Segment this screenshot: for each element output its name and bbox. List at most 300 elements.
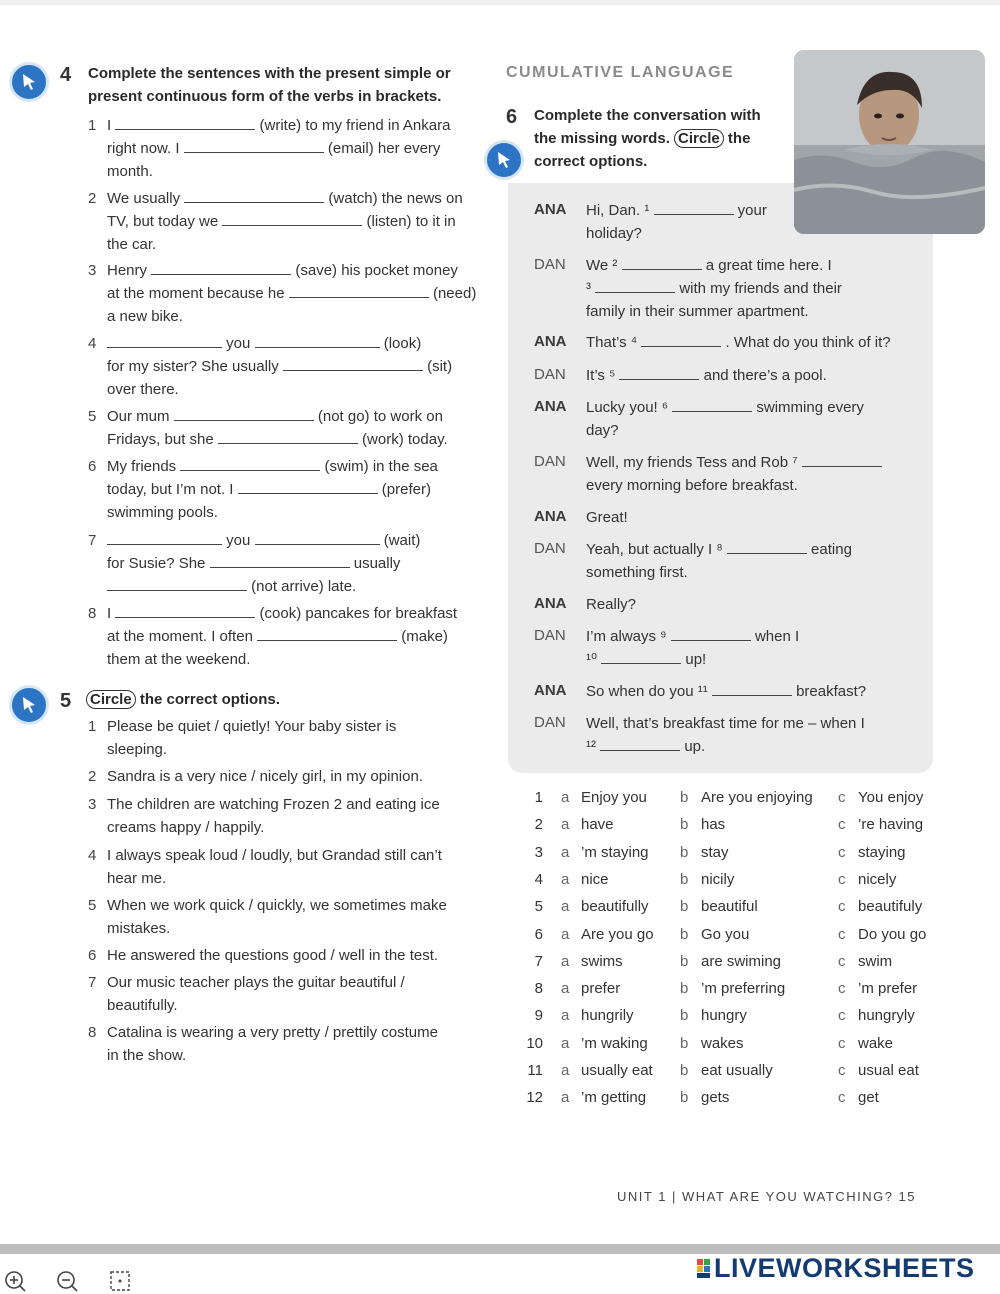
option-c[interactable]: get xyxy=(858,1089,879,1107)
item-line xyxy=(88,114,493,137)
answer-blank[interactable] xyxy=(727,540,807,554)
text-fragment: for my sister? She usually xyxy=(107,358,283,375)
option-letter: a xyxy=(561,898,570,916)
text-fragment: breakfast? xyxy=(791,683,867,700)
ex4-item xyxy=(88,187,493,256)
answer-blank[interactable] xyxy=(802,453,882,467)
item-text: sleeping. xyxy=(107,741,168,758)
zoom-in-icon[interactable] xyxy=(4,1270,26,1292)
speaker-label: ANA xyxy=(534,398,567,415)
option-letter: b xyxy=(680,1062,689,1079)
option-b[interactable]: Are you enjoying xyxy=(701,789,813,806)
text-fragment: every morning before breakfast. xyxy=(586,477,798,494)
option-a[interactable]: swims xyxy=(581,952,623,970)
item-line xyxy=(88,894,498,917)
ex4-item xyxy=(88,455,493,524)
conversation-row xyxy=(586,199,926,222)
conversation-line xyxy=(586,538,926,584)
item-line xyxy=(88,867,498,890)
option-a[interactable]: Are you go xyxy=(581,925,654,943)
option-number: 11 xyxy=(527,1062,543,1079)
option-row xyxy=(520,980,940,1007)
option-number: 2 xyxy=(534,816,543,834)
answer-blank[interactable] xyxy=(654,201,734,215)
item-line xyxy=(88,378,493,401)
speaker-label: ANA xyxy=(534,508,567,525)
option-letter: b xyxy=(680,816,689,834)
answer-blank[interactable] xyxy=(222,212,362,226)
option-b[interactable]: eat usually xyxy=(701,1062,773,1079)
conversation-row xyxy=(586,396,926,419)
answer-blank[interactable] xyxy=(115,604,255,618)
item-text: creams happy / happily. xyxy=(107,819,265,836)
exercise-number-5: 5 xyxy=(60,690,72,712)
option-letter: a xyxy=(561,816,570,834)
item-number: 2 xyxy=(88,190,97,207)
text-fragment: something first. xyxy=(586,564,688,581)
item-line xyxy=(88,478,493,501)
text-fragment: My friends xyxy=(107,458,181,475)
item-line xyxy=(88,233,493,256)
text-fragment: a great time here. I xyxy=(701,257,832,274)
conversation-line xyxy=(586,680,926,703)
option-letter: c xyxy=(838,898,846,916)
item-number: 8 xyxy=(88,605,97,622)
option-letter: b xyxy=(680,952,689,970)
ex6-instruction-line2 xyxy=(534,127,804,150)
text-fragment: We ² xyxy=(586,257,622,274)
conversation-row xyxy=(586,625,926,648)
answer-blank[interactable] xyxy=(180,457,320,471)
text-fragment: Really? xyxy=(586,596,637,613)
text-fragment: swimming pools. xyxy=(107,504,218,521)
item-line xyxy=(88,552,493,575)
text-fragment: month. xyxy=(107,163,153,180)
conversation-line xyxy=(586,712,926,758)
option-b[interactable]: stay xyxy=(701,843,729,861)
exercise-number-4: 4 xyxy=(60,64,72,86)
ex5-item[interactable] xyxy=(88,765,498,788)
speaker-label: ANA xyxy=(534,333,567,350)
text-fragment: It’s ⁵ xyxy=(586,367,620,384)
item-number: 6 xyxy=(88,458,97,475)
item-number: 3 xyxy=(88,796,97,813)
text-fragment: today, but I’m not. I xyxy=(107,481,238,498)
speaker-label: ANA xyxy=(534,201,567,218)
answer-blank[interactable] xyxy=(107,531,222,545)
text-fragment: I xyxy=(107,605,116,622)
ex5-item[interactable] xyxy=(88,894,498,940)
answer-blank[interactable] xyxy=(671,627,751,641)
text-fragment: Henry xyxy=(107,262,152,279)
option-c[interactable]: Do you go xyxy=(858,925,927,943)
option-letter: c xyxy=(838,816,846,834)
text-fragment: (prefer) xyxy=(377,481,431,498)
item-line xyxy=(88,602,493,625)
option-row xyxy=(520,871,940,898)
answer-blank[interactable] xyxy=(218,430,358,444)
option-a[interactable]: ’m getting xyxy=(581,1089,647,1107)
cursor-badge-ex4[interactable] xyxy=(9,62,49,102)
option-letter: c xyxy=(838,789,846,806)
option-letter: c xyxy=(838,843,846,861)
option-c[interactable]: ’re having xyxy=(858,816,924,834)
item-line xyxy=(88,405,493,428)
answer-blank[interactable] xyxy=(238,480,378,494)
answer-blank[interactable] xyxy=(174,407,314,421)
option-row xyxy=(520,926,940,953)
text-fragment: I xyxy=(107,117,116,134)
item-number: 4 xyxy=(88,847,97,864)
option-letter: c xyxy=(838,925,846,943)
option-number: 8 xyxy=(534,980,543,998)
conversation-row xyxy=(586,593,926,616)
option-letter: c xyxy=(838,870,846,888)
item-text: He answered the questions good / well in the test. xyxy=(107,947,439,964)
item-line xyxy=(88,1021,498,1044)
option-c[interactable]: hungryly xyxy=(858,1007,915,1025)
option-row xyxy=(520,1035,940,1062)
option-letter: c xyxy=(838,1089,846,1107)
text-fragment: you xyxy=(222,532,255,549)
option-c[interactable]: beautifuly xyxy=(858,898,923,916)
option-letter: b xyxy=(680,1089,689,1107)
brand-name: LIVEWORKSHEETS xyxy=(714,1253,975,1283)
option-c[interactable]: You enjoy xyxy=(858,789,924,806)
ex5-item[interactable] xyxy=(88,1021,498,1067)
item-line xyxy=(88,282,493,305)
answer-blank[interactable] xyxy=(595,279,675,293)
answer-blank[interactable] xyxy=(151,261,291,275)
item-number: 5 xyxy=(88,897,97,914)
text-fragment: you xyxy=(222,335,255,352)
text-fragment: holiday? xyxy=(586,225,642,242)
conversation-row xyxy=(586,331,926,354)
item-line xyxy=(88,844,498,867)
ex6-instruction-part: the xyxy=(727,130,751,147)
option-letter: b xyxy=(680,898,689,916)
item-line xyxy=(88,455,493,478)
item-line xyxy=(88,738,498,761)
speaker-label: DAN xyxy=(534,540,566,557)
zoom-out-icon[interactable] xyxy=(56,1270,78,1292)
item-number: 8 xyxy=(88,1024,97,1041)
fit-screen-icon[interactable] xyxy=(109,1270,131,1292)
item-line xyxy=(88,428,493,451)
answer-blank[interactable] xyxy=(289,284,429,298)
speaker-label: DAN xyxy=(534,256,566,273)
text-fragment: usually xyxy=(349,555,401,572)
option-a[interactable]: prefer xyxy=(581,980,621,998)
item-number: 4 xyxy=(88,335,97,352)
text-fragment: Well, my friends Tess and Rob ⁷ xyxy=(586,454,802,471)
text-fragment: Yeah, but actually I ⁸ xyxy=(586,541,727,558)
item-line xyxy=(88,971,498,994)
option-letter: a xyxy=(561,1062,570,1079)
text-fragment: your xyxy=(733,202,767,219)
option-letter: b xyxy=(680,980,689,998)
answer-blank[interactable] xyxy=(601,650,681,664)
text-fragment: TV, but today we xyxy=(107,213,223,230)
option-a[interactable]: ’m waking xyxy=(581,1034,648,1052)
option-number: 9 xyxy=(534,1007,543,1025)
item-number: 7 xyxy=(88,532,97,549)
answer-blank[interactable] xyxy=(622,256,702,270)
text-fragment: (sit) xyxy=(422,358,453,375)
ex6-instruction-part: the missing words. xyxy=(534,130,670,147)
item-line xyxy=(88,305,493,328)
text-fragment: a new bike. xyxy=(107,308,183,325)
item-text: in the show. xyxy=(107,1047,187,1064)
answer-blank[interactable] xyxy=(184,189,324,203)
text-fragment: and there’s a pool. xyxy=(699,367,827,384)
option-letter: c xyxy=(838,1007,846,1025)
answer-blank[interactable] xyxy=(115,116,255,130)
item-number: 1 xyxy=(88,117,97,134)
cursor-badge-ex5[interactable] xyxy=(9,685,49,725)
text-fragment: (work) today. xyxy=(357,431,448,448)
option-letter: b xyxy=(680,925,689,943)
cursor-badge-ex6[interactable] xyxy=(484,140,524,180)
option-c[interactable]: swim xyxy=(858,952,893,970)
option-number: 12 xyxy=(526,1089,543,1107)
text-fragment: (make) xyxy=(397,628,448,645)
option-letter: b xyxy=(680,1034,689,1052)
text-fragment: That’s ⁴ xyxy=(586,334,642,351)
ex4-item xyxy=(88,602,493,671)
item-line xyxy=(88,332,493,355)
item-number: 1 xyxy=(88,718,97,735)
item-line xyxy=(88,715,498,738)
text-fragment: (write) to my friend in Ankara xyxy=(255,117,451,134)
item-number: 3 xyxy=(88,262,97,279)
option-a[interactable]: have xyxy=(581,816,614,834)
option-row xyxy=(520,844,940,871)
option-letter: a xyxy=(561,925,570,943)
option-letter: a xyxy=(561,1034,570,1052)
option-c[interactable]: staying xyxy=(858,843,906,861)
item-line xyxy=(88,793,498,816)
option-letter: a xyxy=(561,1007,570,1025)
option-number: 1 xyxy=(534,789,543,806)
item-line xyxy=(88,994,498,1017)
option-number: 6 xyxy=(534,925,543,943)
option-b[interactable]: nicily xyxy=(701,870,735,888)
text-fragment: family in their summer apartment. xyxy=(586,303,809,320)
text-fragment: (save) his pocket money xyxy=(291,262,458,279)
item-text: Catalina is wearing a very pretty / prettily costume xyxy=(107,1024,438,1041)
item-text: beautifully. xyxy=(107,997,178,1014)
ex6-instruction xyxy=(534,104,804,173)
text-fragment: Great! xyxy=(586,509,628,526)
option-b[interactable]: beautiful xyxy=(701,898,758,916)
text-fragment: (swim) in the sea xyxy=(320,458,438,475)
item-text: The children are watching Frozen 2 and eating ice xyxy=(107,796,440,813)
option-row xyxy=(520,1062,940,1089)
conversation-line xyxy=(586,254,926,323)
ex6-instruction-line1: Complete the conversation with xyxy=(534,107,761,124)
item-text: When we work quick / quickly, we sometimes make xyxy=(107,897,447,914)
text-fragment: We usually xyxy=(107,190,185,207)
text-fragment: (not arrive) late. xyxy=(247,578,357,595)
item-line xyxy=(88,529,493,552)
ex5-instruction-rest: the correct options. xyxy=(139,691,280,708)
answer-blank[interactable] xyxy=(255,334,380,348)
conversation-row xyxy=(586,222,926,245)
speaker-label: ANA xyxy=(534,595,567,612)
text-fragment: with my friends and their xyxy=(675,280,842,297)
option-b[interactable]: has xyxy=(701,816,726,834)
option-letter: a xyxy=(561,870,570,888)
option-b[interactable]: gets xyxy=(701,1089,730,1107)
ex5-instruction xyxy=(86,688,280,711)
option-b[interactable]: wakes xyxy=(701,1034,744,1052)
cumulative-language-title: CUMULATIVE LANGUAGE xyxy=(506,64,735,81)
conversation-row xyxy=(586,561,926,584)
ex5-item[interactable] xyxy=(88,715,498,761)
speaker-label: DAN xyxy=(534,453,566,470)
conversation-row xyxy=(586,364,926,387)
conversation-row xyxy=(586,300,926,323)
option-row xyxy=(520,816,940,843)
conversation-row xyxy=(586,538,926,561)
page-footer: UNIT 1 | WHAT ARE YOU WATCHING? 15 xyxy=(617,1189,917,1204)
text-fragment: when I xyxy=(750,628,800,645)
option-number: 7 xyxy=(534,952,543,970)
conversation-line xyxy=(586,451,926,497)
text-fragment: day? xyxy=(586,422,619,439)
option-c[interactable]: nicely xyxy=(858,870,897,888)
text-fragment: at the moment. I often xyxy=(107,628,258,645)
text-fragment: over there. xyxy=(107,381,179,398)
text-fragment: ¹² xyxy=(586,738,601,755)
answer-blank[interactable] xyxy=(600,737,680,751)
option-c[interactable]: usual eat xyxy=(858,1062,919,1079)
ex4-item xyxy=(88,259,493,328)
answer-blank[interactable] xyxy=(712,682,792,696)
item-text: Please be quiet / quietly! Your baby sister is xyxy=(107,718,397,735)
answer-blank[interactable] xyxy=(619,366,699,380)
option-b[interactable]: hungry xyxy=(701,1007,747,1025)
answer-blank[interactable] xyxy=(107,577,247,591)
option-a[interactable]: ’m staying xyxy=(581,843,649,861)
ex5-item[interactable] xyxy=(88,844,498,890)
ex4-item xyxy=(88,529,493,598)
text-fragment: at the moment because he xyxy=(107,285,289,302)
conversation-row xyxy=(586,648,926,671)
conversation-line xyxy=(586,199,926,245)
conversation-row xyxy=(586,419,926,442)
item-text: hear me. xyxy=(107,870,167,887)
text-fragment: (email) her every xyxy=(323,140,441,157)
pointer-icon xyxy=(495,150,513,170)
ex5-item[interactable] xyxy=(88,971,498,1017)
option-c[interactable]: ’m prefer xyxy=(858,980,918,998)
option-letter: b xyxy=(680,1007,689,1025)
text-fragment: ¹⁰ xyxy=(586,651,602,668)
item-text: I always speak loud / loudly, but Grandad still can’t xyxy=(107,847,442,864)
option-row xyxy=(520,789,940,816)
conversation-line xyxy=(586,593,926,616)
item-line xyxy=(88,625,493,648)
circle-word: Circle xyxy=(674,129,724,148)
text-fragment: Our mum xyxy=(107,408,174,425)
text-fragment: (not go) to work on xyxy=(313,408,443,425)
option-a[interactable]: Enjoy you xyxy=(581,789,647,806)
conversation-row xyxy=(586,506,926,529)
option-c[interactable]: wake xyxy=(858,1034,894,1052)
text-fragment: swimming every xyxy=(752,399,864,416)
option-row xyxy=(520,953,940,980)
answer-blank[interactable] xyxy=(107,334,222,348)
liveworksheets-logo[interactable] xyxy=(697,1253,975,1284)
text-fragment: (watch) the news on xyxy=(324,190,463,207)
conversation-row xyxy=(586,712,926,735)
ex6-instruction-line3: correct options. xyxy=(534,153,648,170)
text-fragment: Lucky you! ⁶ xyxy=(586,399,673,416)
answer-blank[interactable] xyxy=(184,139,324,153)
conversation-line xyxy=(586,331,926,354)
item-line xyxy=(88,575,493,598)
text-fragment: up! xyxy=(681,651,707,668)
ex5-item[interactable] xyxy=(88,793,498,839)
answer-blank[interactable] xyxy=(210,554,350,568)
option-b[interactable]: ’m preferring xyxy=(701,980,786,998)
option-a[interactable]: hungrily xyxy=(581,1007,634,1025)
conversation-row xyxy=(586,451,926,474)
option-a[interactable]: beautifully xyxy=(581,898,649,916)
item-text: Sandra is a very nice / nicely girl, in my opinion. xyxy=(107,768,423,785)
conversation-line xyxy=(586,364,926,387)
item-number: 6 xyxy=(88,947,97,964)
ex5-item[interactable] xyxy=(88,944,498,967)
conversation-row xyxy=(586,474,926,497)
text-fragment: (wait) xyxy=(379,532,421,549)
option-a[interactable]: nice xyxy=(581,870,609,888)
item-line xyxy=(88,1044,498,1067)
answer-blank[interactable] xyxy=(641,333,721,347)
option-b[interactable]: Go you xyxy=(701,925,750,943)
text-fragment: them at the weekend. xyxy=(107,651,251,668)
option-letter: a xyxy=(561,843,570,861)
text-fragment: (listen) to it in xyxy=(362,213,456,230)
circle-word: Circle xyxy=(86,690,136,709)
option-row xyxy=(520,1089,940,1116)
text-fragment: for Susie? She xyxy=(107,555,210,572)
ex4-item xyxy=(88,332,493,401)
option-a[interactable]: usually eat xyxy=(581,1062,653,1079)
conversation-row xyxy=(586,254,926,277)
speaker-label: DAN xyxy=(534,714,566,731)
exercise-number-6: 6 xyxy=(506,106,518,128)
option-letter: a xyxy=(561,789,570,806)
answer-blank[interactable] xyxy=(257,627,397,641)
item-line xyxy=(88,187,493,210)
item-line xyxy=(88,816,498,839)
item-text: Our music teacher plays the guitar beautiful / xyxy=(107,974,405,991)
option-b[interactable]: are swiming xyxy=(701,952,782,970)
conversation-row xyxy=(586,680,926,703)
item-line xyxy=(88,259,493,282)
option-letter: b xyxy=(680,870,689,888)
ex4-item xyxy=(88,114,493,183)
answer-blank[interactable] xyxy=(255,531,380,545)
pointer-icon xyxy=(20,72,38,92)
text-fragment: (look) xyxy=(379,335,422,352)
pointer-icon xyxy=(20,695,38,715)
answer-blank[interactable] xyxy=(672,398,752,412)
answer-blank[interactable] xyxy=(283,357,423,371)
